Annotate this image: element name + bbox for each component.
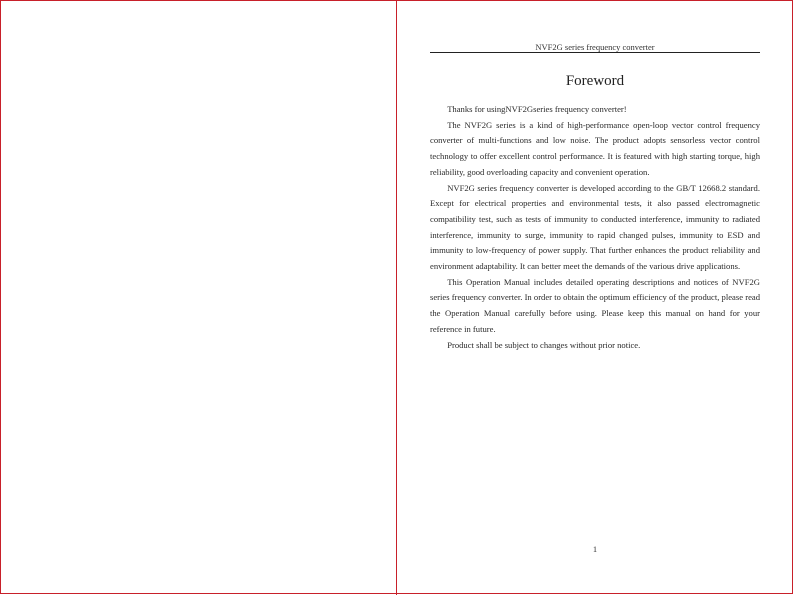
paragraph-2: The NVF2G series is a kind of high-performance open-loop vector control frequency converter of multi-functions and low noise. The product adopts sensorless vector control technology to offer excellent control performance. It is featured with high starting torque, high reliability, good overloading capacity and convenient operation.: [430, 119, 760, 177]
paragraph-1: Thanks for usingNVF2Gseries frequency converter!: [447, 104, 627, 114]
paragraph-4: This Operation Manual includes detailed operating descriptions and notices of NVF2G series frequency converter. In order to obtain the optimum efficiency of the product, please read the Operation Manual carefully before using. Please keep this manual on hand for your reference in future.: [430, 276, 760, 334]
running-header: NVF2G series frequency converter: [535, 42, 655, 52]
paragraph-3: NVF2G series frequency converter is developed according to the GB/T 12668.2 standard. Except for electrical properties and environmental tests, it also passed electromagnetic compatibility test, such as tests of immunity to conducted interference, immunity to radiated interference, immunity to surge, immunity to rapid changed pulses, immunity to ESD and immunity to low-frequency of power supply. That further enhances the product reliability and environment adaptability. It can better meet the demands of the various drive applications.: [430, 182, 760, 272]
paragraph-5: Product shall be subject to changes without prior notice.: [447, 339, 641, 350]
header-rule: [430, 52, 760, 53]
left-page-blank: [0, 0, 396, 594]
page-number: 1: [592, 544, 598, 554]
page-title: Foreword: [565, 73, 625, 89]
body-text: [430, 102, 760, 353]
